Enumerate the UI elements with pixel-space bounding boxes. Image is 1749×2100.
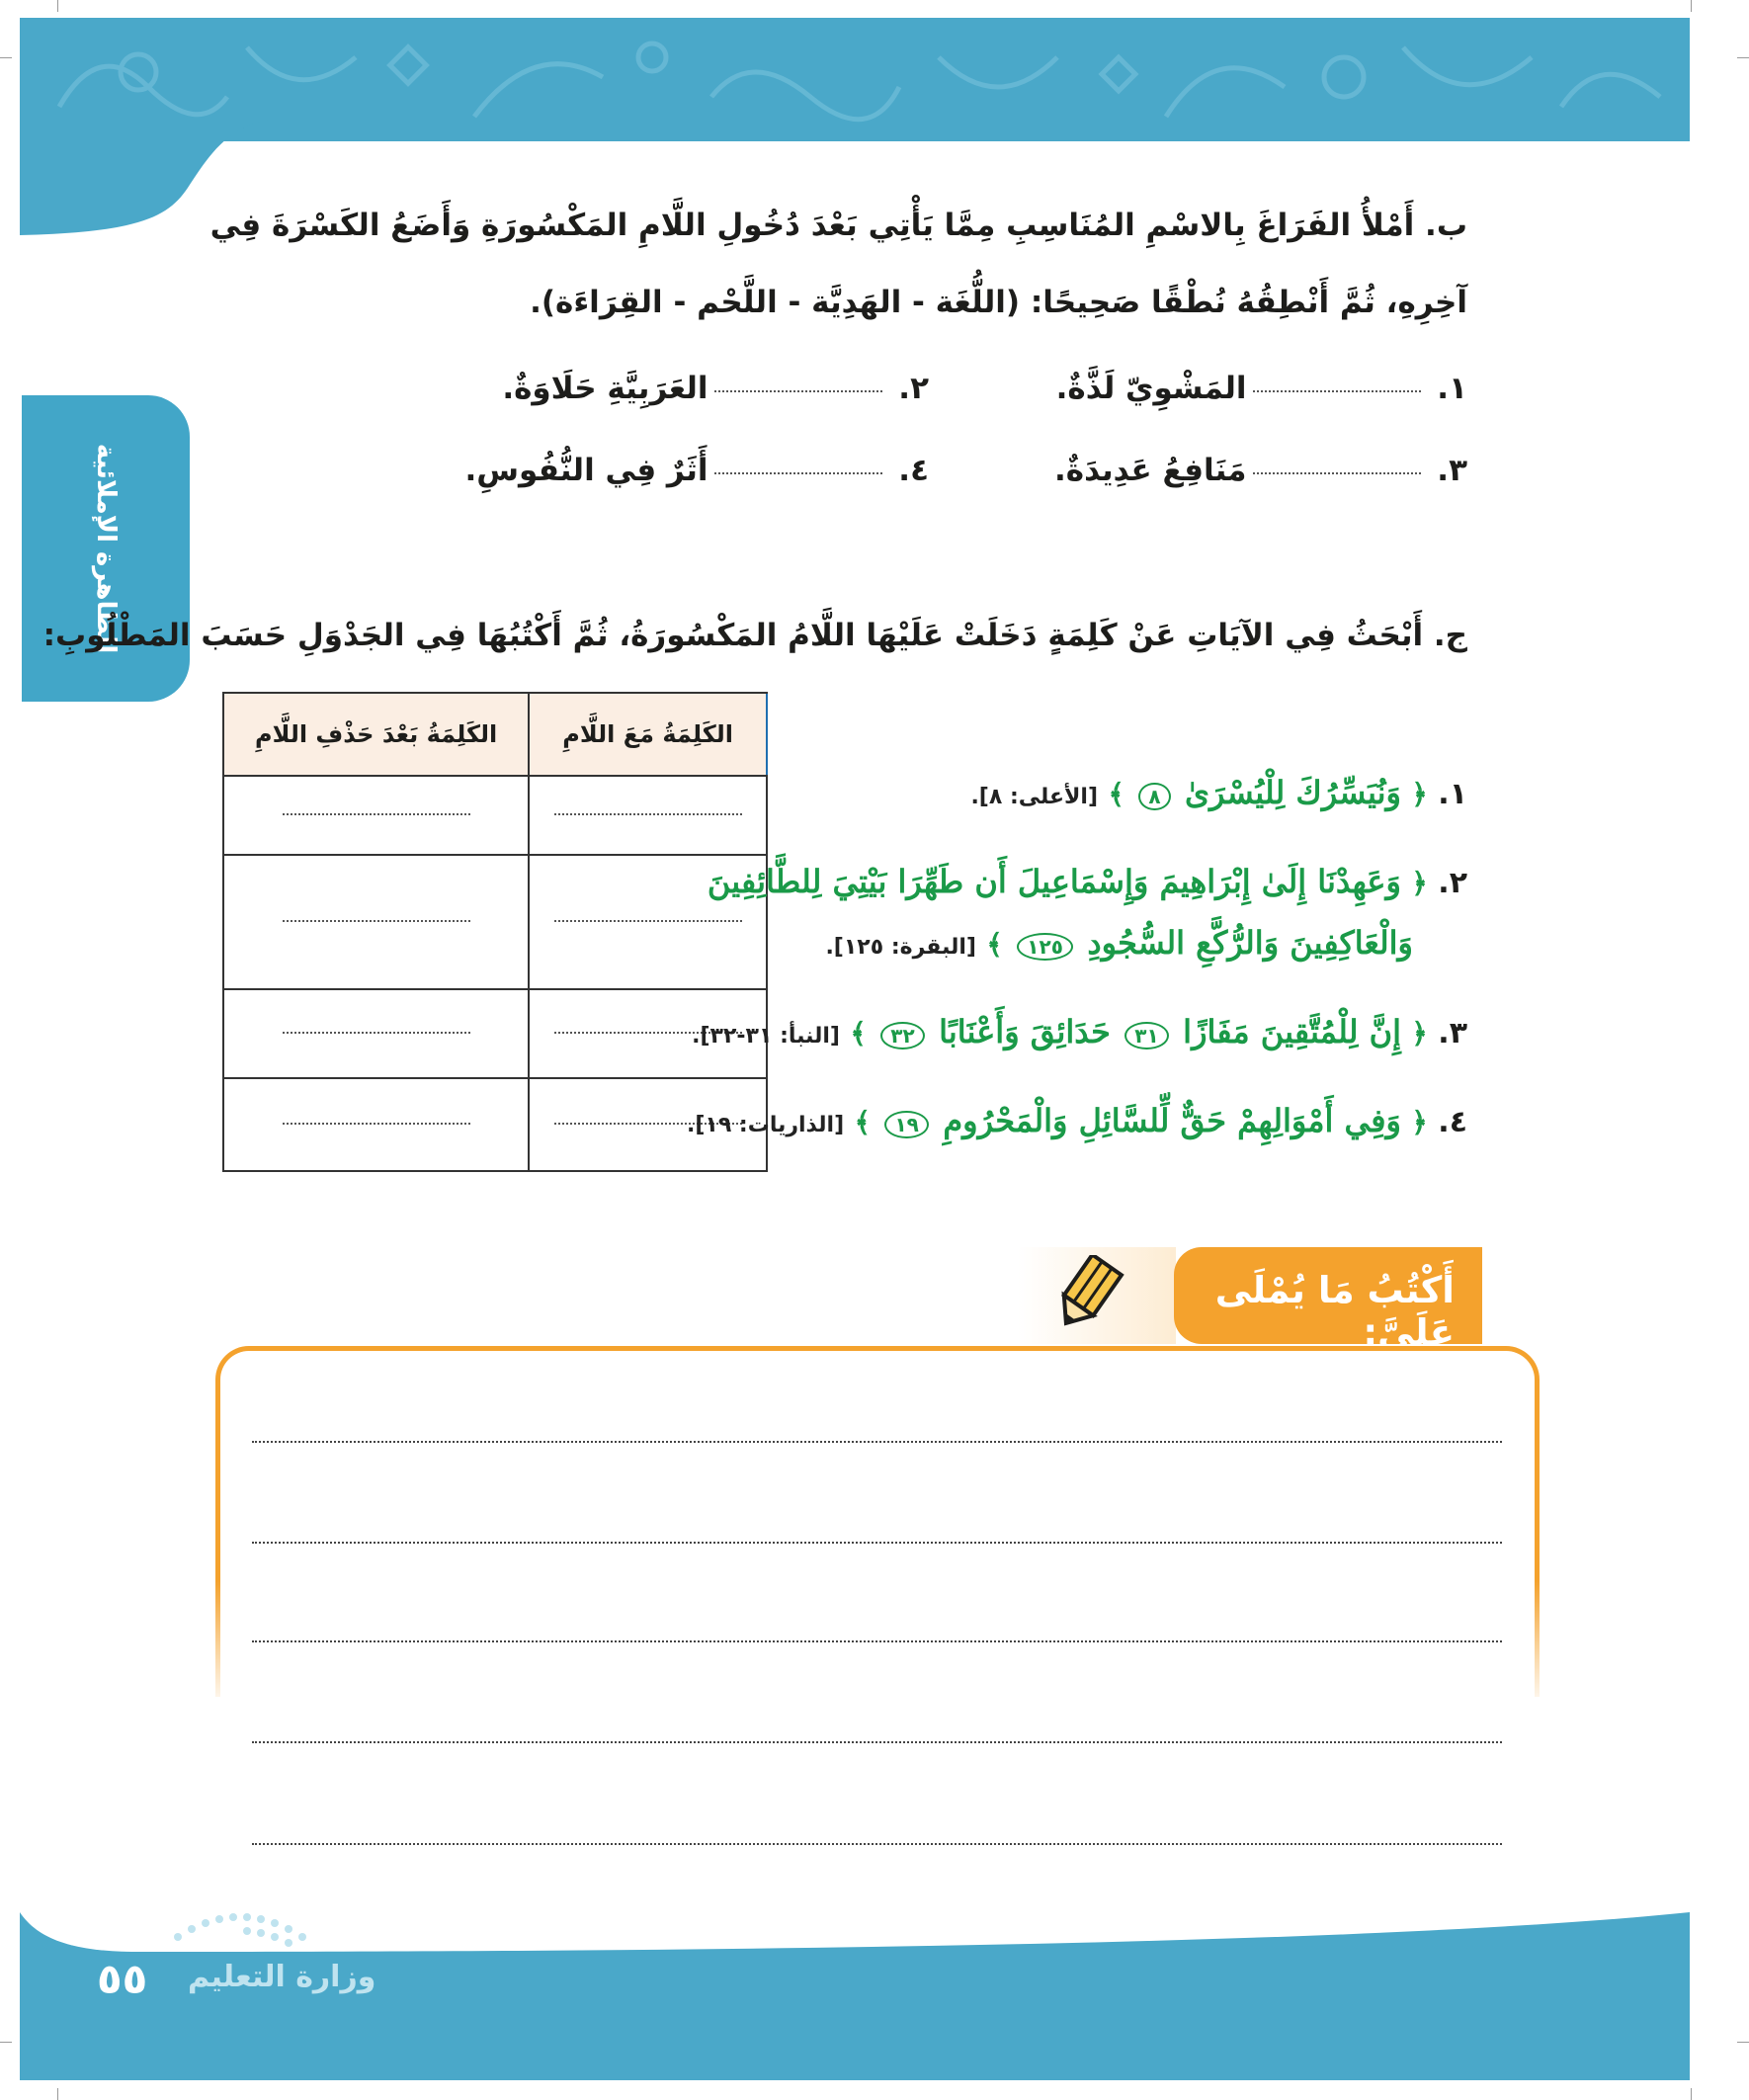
fill-item-2 — [502, 371, 929, 406]
surah-reference: [البقرة: ١٢٥]. — [825, 935, 976, 960]
writing-line[interactable] — [252, 1441, 1502, 1443]
ayah-number: ٨ — [1138, 783, 1170, 810]
ayah-text: إِنَّ لِلْمُتَّقِينَ مَفَازًا — [1183, 1013, 1401, 1050]
verse-2-line1 — [708, 863, 1467, 900]
ministry-logo-icon — [158, 1897, 316, 1957]
writing-line[interactable] — [252, 1640, 1502, 1642]
answer-cell[interactable] — [283, 919, 470, 922]
blank-field[interactable] — [714, 389, 882, 392]
ornament-open: ﴿ — [1411, 867, 1428, 899]
answer-cell[interactable] — [554, 812, 742, 815]
item-number: ١. — [1437, 371, 1467, 406]
crop-mark — [0, 57, 12, 58]
chapter-label: الظاهرة الإملائية — [91, 443, 121, 654]
ayah-number: ١٢٥ — [1017, 933, 1073, 961]
writing-line[interactable] — [252, 1843, 1502, 1845]
ornament-close: ﴾ — [1108, 778, 1124, 810]
header-with-lam: الكَلِمَةُ مَعَ اللَّامِ — [529, 693, 767, 776]
verse-number: ٢. — [1438, 866, 1467, 900]
ministry-logo-text: وزارة التعليم — [188, 1960, 376, 1994]
ornament-close: ﴾ — [854, 1106, 871, 1138]
writing-area-fade — [208, 1581, 1541, 1710]
ayah-text: وَفِي أَمْوَالِهِمْ حَقٌّ لِّلسَّائِلِ وَالْمَحْرُومِ — [943, 1102, 1401, 1139]
table-row — [223, 989, 767, 1078]
item-number: ٣. — [1437, 453, 1467, 488]
crop-mark — [57, 0, 58, 12]
ayah-text: وَنُيَسِّرُكَ لِلْيُسْرَىٰ — [1184, 774, 1401, 811]
ayah-text: حَدَائِقَ وَأَعْنَابًا — [939, 1013, 1111, 1050]
crop-mark — [1737, 2042, 1749, 2043]
section-b-instruction-line1: ب. أَمْلأُ الفَرَاغَ بِالاسْمِ المُنَاسِبِ مِمَّا يَأْتِي بَعْدَ دُخُولِ اللَّامِ المَكْسُورَةِ وَأَضَعُ الكَسْرَةَ فِي — [209, 208, 1467, 243]
ayah-text: وَعَهِدْنَا إِلَىٰ إِبْرَاهِيمَ وَإِسْمَاعِيلَ أَن طَهِّرَا بَيْتِيَ لِلطَّائِفِينَ — [707, 863, 1401, 900]
writing-line[interactable] — [252, 1741, 1502, 1743]
writing-line[interactable] — [252, 1542, 1502, 1544]
answer-cell[interactable] — [283, 1031, 470, 1034]
verse-4 — [687, 1102, 1467, 1139]
ornament-open: ﴿ — [1411, 1106, 1428, 1138]
blank-field[interactable] — [714, 471, 882, 474]
table-row — [223, 1078, 767, 1171]
ornament-close: ﴾ — [850, 1017, 867, 1050]
verse-1 — [970, 774, 1467, 811]
dictation-title-box — [1174, 1247, 1482, 1354]
verse-number: ٣. — [1438, 1016, 1467, 1050]
ayah-number: ١٩ — [884, 1111, 928, 1138]
verse-number: ٤. — [1438, 1105, 1467, 1139]
header-without-lam: الكَلِمَةُ بَعْدَ حَذْفِ اللَّامِ — [223, 693, 529, 776]
blank-field[interactable] — [1253, 389, 1421, 392]
answer-table — [222, 692, 768, 1172]
verse-number: ١. — [1438, 777, 1467, 811]
verse-3 — [692, 1013, 1467, 1050]
ayah-text: وَالْعَاكِفِينَ وَالرُّكَّعِ السُّجُودِ — [1087, 924, 1413, 962]
answer-cell[interactable] — [283, 812, 470, 815]
crop-mark — [1691, 2088, 1692, 2100]
answer-cell[interactable] — [283, 1122, 470, 1125]
crop-mark — [0, 2042, 12, 2043]
fill-item-1 — [1056, 371, 1467, 406]
verse-2-line2 — [825, 924, 1413, 962]
ayah-number: ٣١ — [1124, 1022, 1168, 1050]
item-text: مَنَافِعُ عَدِيدَةٌ. — [1054, 453, 1247, 488]
ayah-number: ٣٢ — [880, 1022, 924, 1050]
item-text: المَشْوِيّ لَذَّةٌ. — [1055, 371, 1247, 406]
blank-field[interactable] — [1253, 471, 1421, 474]
chapter-side-tab — [22, 395, 190, 702]
answer-cell[interactable] — [554, 919, 742, 922]
pencil-icon — [1049, 1255, 1138, 1336]
surah-reference: [النبأ: ٣١-٣٢]. — [692, 1024, 840, 1049]
surah-reference: [الذاريات: ١٩]. — [686, 1113, 845, 1137]
ornament-open: ﴿ — [1411, 1017, 1428, 1050]
item-text: العَرَبِيَّةِ حَلَاوَةٌ. — [502, 371, 708, 406]
table-row — [223, 855, 767, 989]
crop-mark — [57, 2088, 58, 2100]
crop-mark — [1691, 0, 1692, 12]
fill-item-3 — [1054, 453, 1467, 488]
ornament-open: ﴿ — [1411, 778, 1428, 810]
section-c-instruction: ج. أَبْحَثُ فِي الآيَاتِ عَنْ كَلِمَةٍ دَخَلَتْ عَلَيْهَا اللَّامُ المَكْسُورَةُ، ثُمَّ أَكْتُبُهَا فِي الجَدْوَلِ حَسَبَ المَطْلُوبِ: — [42, 618, 1467, 653]
item-text: أَثَرٌ فِي النُّفُوسِ. — [464, 453, 708, 488]
dictation-title: أَكْتُبُ مَا يُمْلَى عَلَيَّ: — [1214, 1269, 1455, 1354]
page-number: ٥٥ — [97, 1955, 148, 2003]
crop-mark — [1737, 57, 1749, 58]
surah-reference: [الأعلى: ٨]. — [970, 785, 1098, 809]
ornament-close: ﴾ — [986, 928, 1003, 961]
fill-item-4 — [464, 453, 929, 488]
item-number: ٤. — [898, 453, 929, 488]
section-b-instruction-line2: آخِرِهِ، ثُمَّ أَنْطِقُهُ نُطْقًا صَحِيحًا: (اللُّغَة - الهَدِيَّة - اللَّحْم - القِرَاءَة). — [530, 285, 1467, 320]
item-number: ٢. — [898, 371, 929, 406]
table-row — [223, 776, 767, 855]
